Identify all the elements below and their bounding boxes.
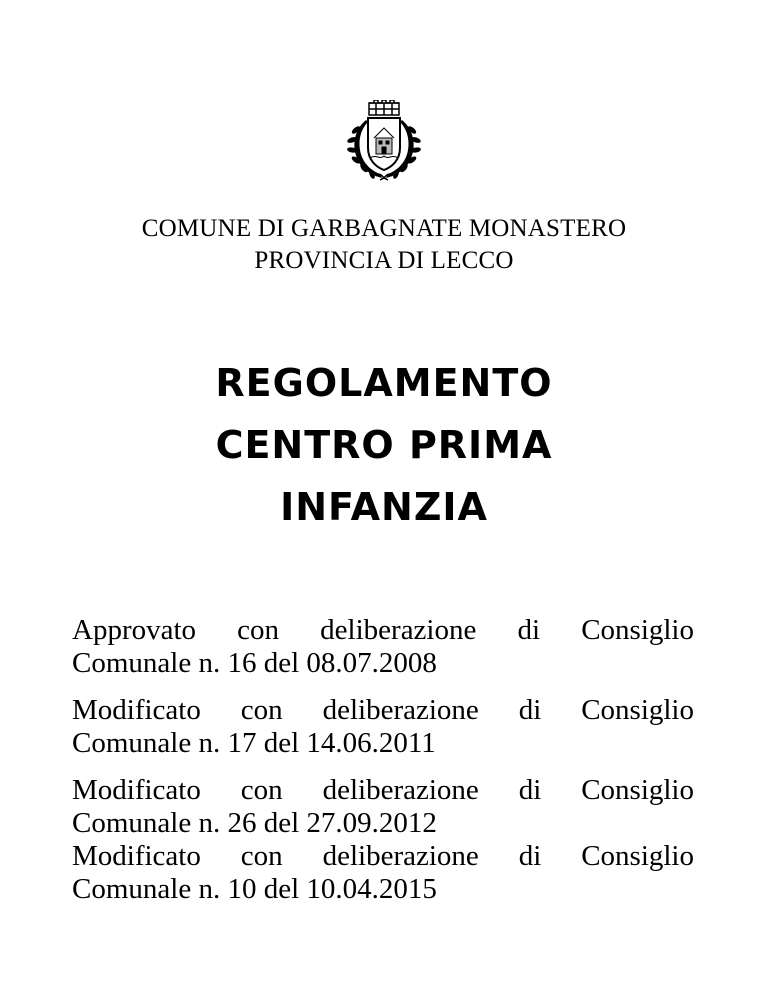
title-line-1: REGOLAMENTO (215, 361, 553, 405)
municipal-coat-of-arms-icon (336, 100, 432, 184)
title-line-2: CENTRO PRIMA (215, 423, 553, 467)
deliberation-entry: Modificato con deliberazione di Consiglio Comunale n. 10 del 10.04.2015 (72, 840, 694, 905)
title-line-3: INFANZIA (280, 485, 488, 529)
document-title (0, 352, 768, 538)
municipality-name: COMUNE DI GARBAGNATE MONASTERO (141, 215, 627, 242)
deliberation-list (72, 614, 694, 906)
deliberation-entry: Approvato con deliberazione di Consiglio Comunale n. 16 del 08.07.2008 (72, 614, 694, 679)
deliberation-entry: Modificato con deliberazione di Consiglio Comunale n. 17 del 14.06.2011 (72, 694, 694, 759)
municipality-header (0, 213, 768, 277)
deliberation-entry: Modificato con deliberazione di Consiglio Comunale n. 26 del 27.09.2012 (72, 774, 694, 839)
province-name: PROVINCIA DI LECCO (254, 247, 514, 274)
